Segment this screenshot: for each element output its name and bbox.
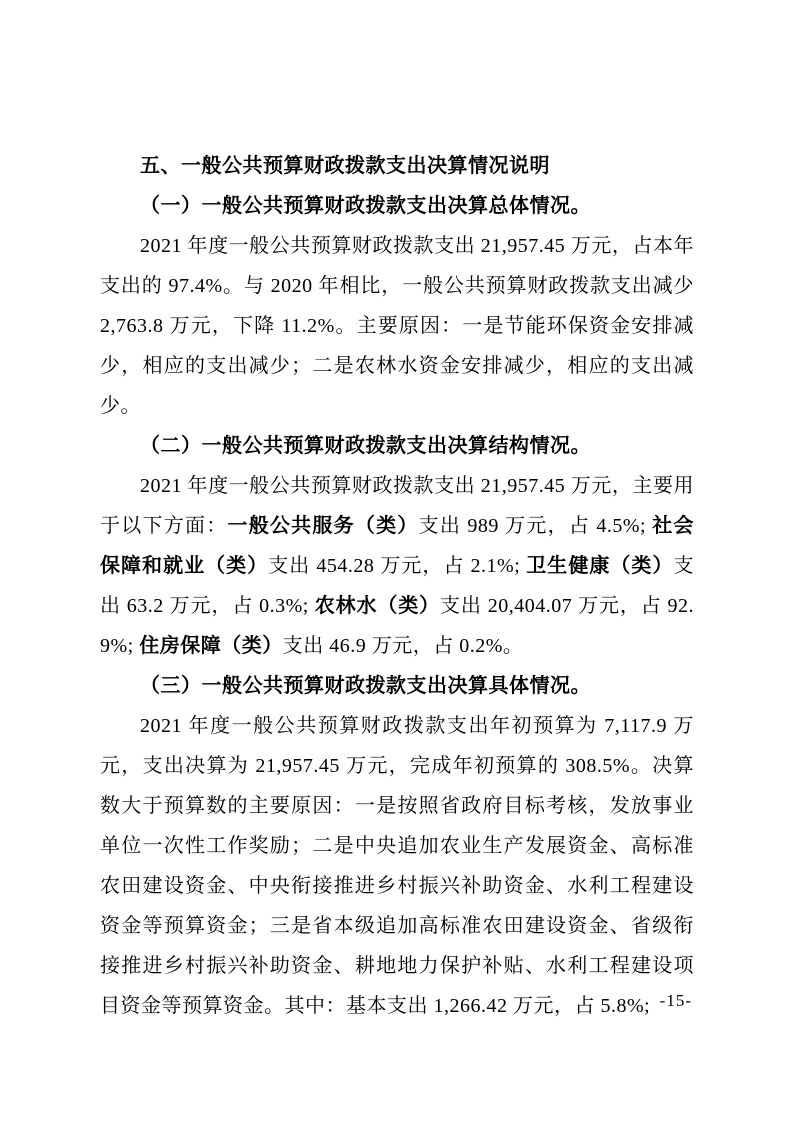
section-heading-main: 五、一般公共预算财政拨款支出决算情况说明 [140, 155, 550, 177]
paragraph-text: 支出 46.9 万元，占 0.2%。 [282, 635, 524, 657]
paragraph-text: 支出 20,404.07 万元，占 92.9%; [100, 595, 695, 657]
document-content [100, 146, 694, 1026]
subsection-heading-3: （三）一般公共预算财政拨款支出决算具体情况。 [140, 675, 591, 697]
paragraph-text: 支出 63.2 万元，占 0.3%; [100, 555, 694, 617]
category-social-security-employment: 社会保障和就业（类） [100, 515, 695, 577]
subsection-heading-2: （二）一般公共预算财政拨款支出决算结构情况。 [140, 435, 591, 457]
paragraph-text: 2021 年度一般公共预算财政拨款支出 21,957.45 万元，主要用于以下方面： [100, 475, 694, 537]
paragraph-text: 2021 年度一般公共预算财政拨款支出 21,957.45 万元，占本年支出的 97.4%。与 2020 年相比，一般公共预算财政拨款支出减少 2,763.8 万元，下降 11.2%。主要原因：一是节能环保资金安排减少，相应的支出减少；二是农林水资金安排减少，相应的支出减少。 [100, 235, 694, 417]
subsection-heading-1: （一）一般公共预算财政拨款支出决算总体情况。 [140, 195, 591, 217]
category-general-public-services: 一般公共服务（类） [227, 515, 419, 537]
paragraph-text: 2021 年度一般公共预算财政拨款支出年初预算为 7,117.9 万元，支出决算为 21,957.45 万元，完成年初预算的 308.5%。决算数大于预算数的主要原因：一是按照省政府目标考核，发放事业单位一次性工作奖励；二是中央追加农业生产发展资金、高标准农田建设资金、中央衔接推进乡村振兴补助资金、水利工程建设资金等预算资金；三是省本级追加高标准农田建设资金、省级衔接推进乡村振兴补助资金、耕地地力保护补贴、水利工程建设项目资金等预算资金。其中：基本支出 1,266.42 万元，占 5.8%; [100, 715, 694, 1017]
page-number: -15- [659, 991, 692, 1010]
paragraph-specific-situation [100, 706, 694, 1026]
category-health: 卫生健康（类） [526, 555, 674, 577]
paragraph-overall-situation [100, 226, 694, 426]
category-agriculture-forestry-water: 农林水（类） [314, 595, 441, 617]
paragraph-text: 支出 989 万元，占 4.5%; [418, 515, 653, 537]
paragraph-text: 支出 454.28 万元，占 2.1%; [268, 555, 527, 577]
paragraph-structure-breakdown [100, 466, 694, 666]
category-housing-security: 住房保障（类） [139, 635, 283, 657]
